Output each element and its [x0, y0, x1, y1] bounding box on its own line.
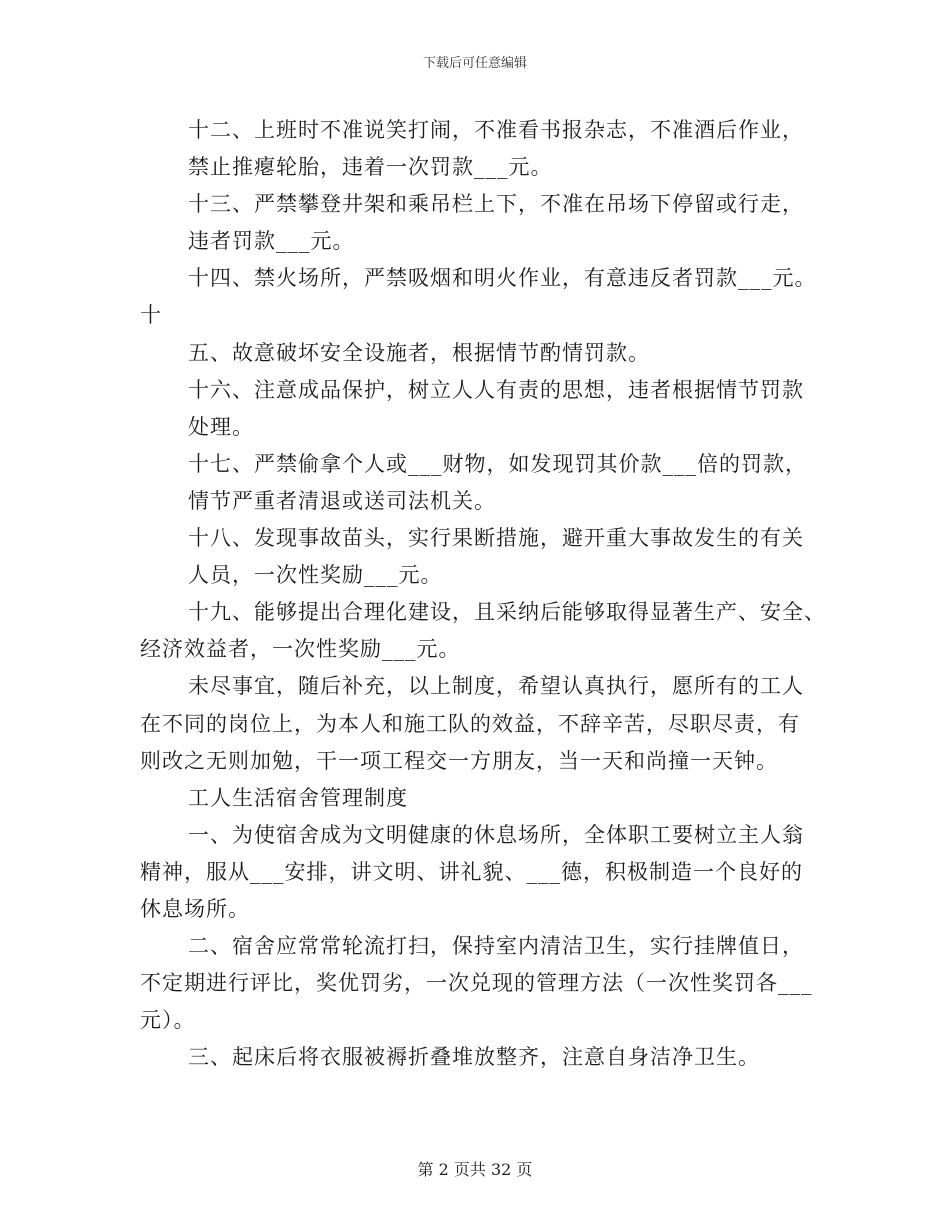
- text-line: 十三、严禁攀登井架和乘吊栏上下，不准在吊场下停留或行走，: [188, 192, 804, 217]
- text-line: 十六、注意成品保护，树立人人有责的思想，违者根据情节罚款: [188, 377, 804, 402]
- text-line: 处理。: [188, 414, 254, 439]
- text-line: 五、故意破坏安全设施者，根据情节酌情罚款。: [188, 340, 650, 365]
- document-body: [140, 112, 826, 1076]
- text-line: 三、起床后将衣服被褥折叠堆放整齐，注意自身洁净卫生。: [188, 1045, 760, 1070]
- text-line: 十九、能够提出合理化建设，且采纳后能够取得显著生产、安全、: [188, 600, 826, 625]
- page-header: 下载后可任意编辑: [422, 56, 527, 71]
- text-line: 一、为使宿舍成为文明健康的休息场所，全体职工要树立主人翁: [188, 822, 804, 847]
- text-line: 违者罚款___元。: [188, 229, 355, 254]
- text-line: 情节严重者清退或送司法机关。: [188, 488, 496, 513]
- text-line: 元）。: [140, 1008, 196, 1033]
- text-line: 十七、严禁偷拿个人或___财物，如发现罚其价款___倍的罚款，: [188, 451, 807, 476]
- text-line: 工人生活宿舍管理制度: [188, 785, 408, 810]
- text-line: 十四、禁火场所，严禁吸烟和明火作业，有意违反者罚款___元。: [188, 266, 817, 291]
- text-line: 十八、发现事故苗头，实行果断措施，避开重大事故发生的有关: [188, 526, 804, 551]
- page-footer: 第 2 页共 32 页: [417, 1160, 533, 1179]
- text-line: 休息场所。: [140, 896, 250, 921]
- text-line: 不定期进行评比，奖优罚劣，一次兑现的管理方法（一次性奖罚各___: [140, 971, 813, 996]
- text-line: 未尽事宜，随后补充，以上制度，希望认真执行，愿所有的工人: [188, 674, 804, 699]
- text-line: 精神，服从___安排，讲文明、讲礼貌、___德，积极制造一个良好的: [140, 859, 803, 884]
- text-line: 十二、上班时不准说笑打闹，不准看书报杂志，不准酒后作业，: [188, 118, 804, 142]
- text-line: 人员，一次性奖励___元。: [188, 563, 443, 588]
- text-line: 则改之无则加勉，干一项工程交一方朋友，当一天和尚撞一天钟。: [140, 748, 778, 773]
- text-line: 禁止推瘪轮胎，违着一次罚款___元。: [188, 155, 553, 180]
- text-line: 十: [140, 303, 162, 328]
- text-line: 二、宿舍应常常轮流打扫，保持室内清洁卫生，实行挂牌值日，: [188, 934, 804, 959]
- text-line: 经济效益者，一次性奖励___元。: [140, 637, 461, 662]
- text-line: 在不同的岗位上，为本人和施工队的效益，不辞辛苦，尽职尽责，有: [140, 711, 800, 736]
